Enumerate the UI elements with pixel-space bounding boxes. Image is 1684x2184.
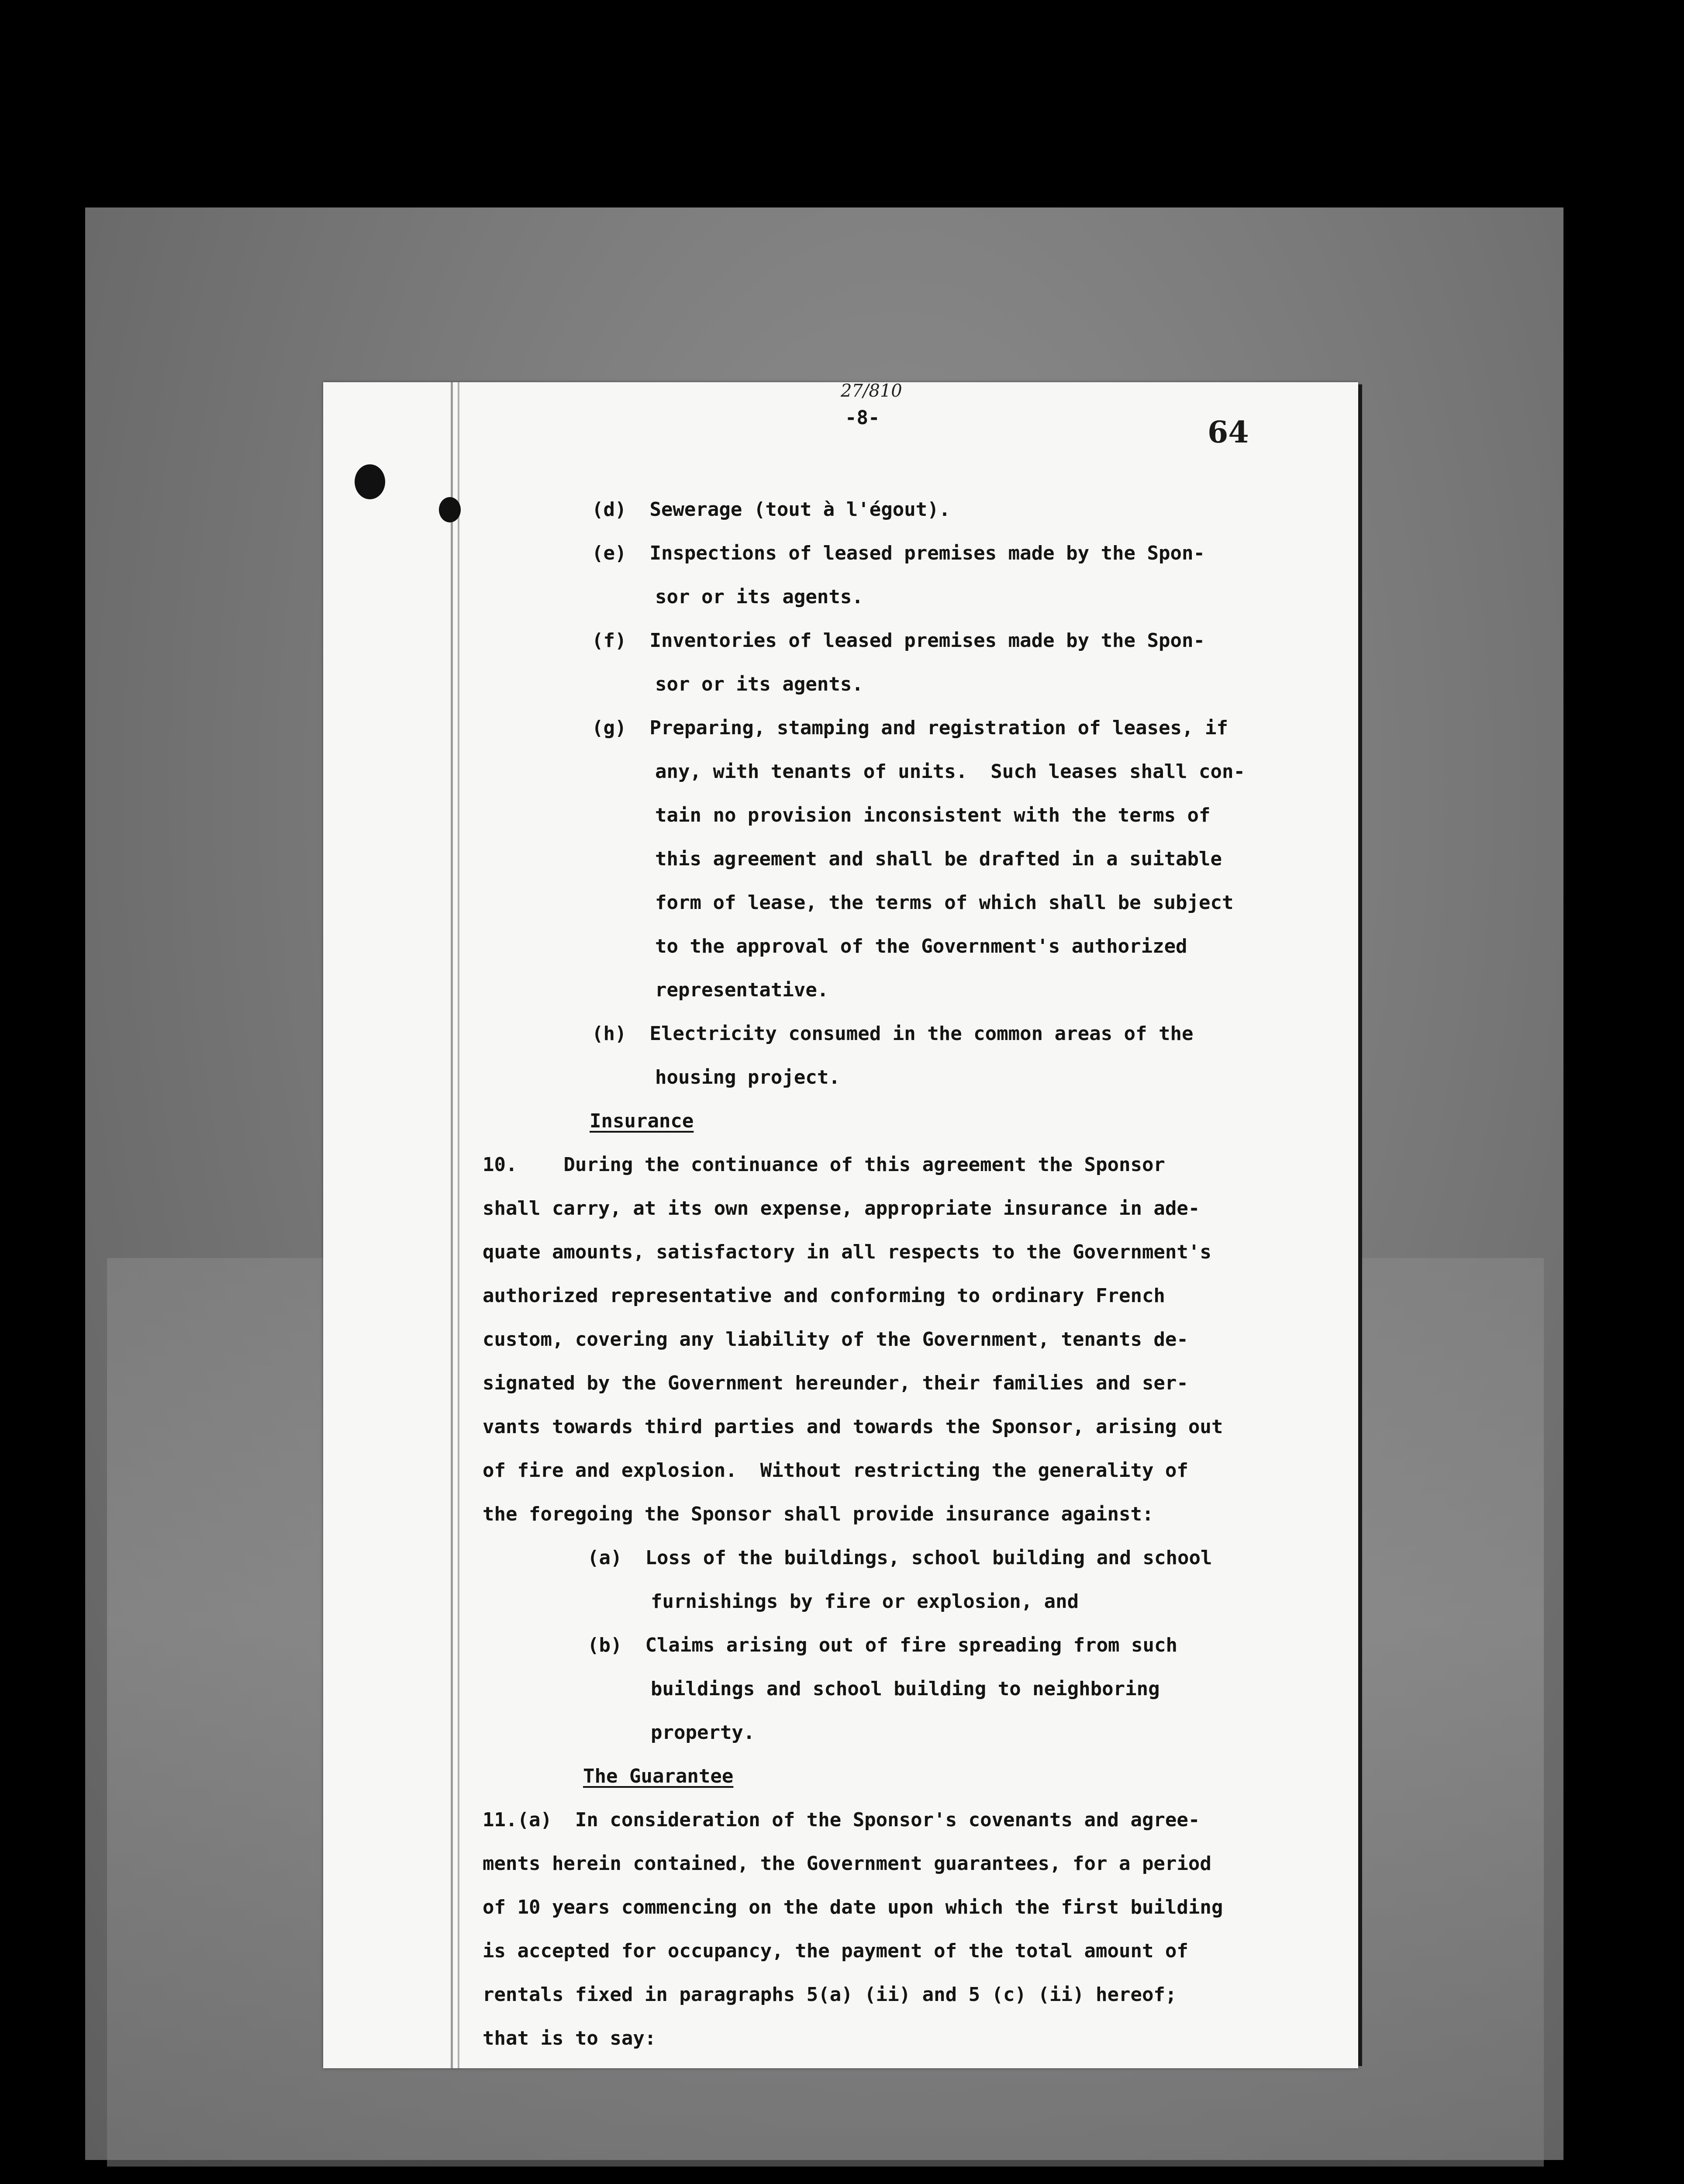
handwritten-reference: 27/810: [841, 381, 902, 401]
item-e-line-1: (e) Inspections of leased premises made by the Spon-: [592, 542, 1205, 564]
item-h-line-2: housing project.: [655, 1066, 840, 1089]
item-g-line-3: tain no provision inconsistent with the terms of: [655, 804, 1211, 826]
item-g-line-4: this agreement and shall be drafted in a suitable: [655, 848, 1222, 870]
item-b-line-3: property.: [651, 1721, 755, 1744]
para-11-line-3: of 10 years commencing on the date upon which the first building: [483, 1896, 1223, 1918]
para-11-line-6: that is to say:: [483, 2027, 656, 2049]
punch-hole-margin: [439, 497, 461, 522]
item-a-line-1: (a) Loss of the buildings, school building and school: [587, 1547, 1212, 1569]
item-g-line-5: form of lease, the terms of which shall be subject: [655, 892, 1234, 914]
para-11-line-5: rentals fixed in paragraphs 5(a) (ii) and 5 (c) (ii) hereof;: [483, 1984, 1177, 2006]
item-a-line-2: furnishings by fire or explosion, and: [651, 1590, 1079, 1613]
para-10-line-9: the foregoing the Sponsor shall provide insurance against:: [483, 1503, 1154, 1525]
item-g-line-2: any, with tenants of units. Such leases shall con-: [655, 760, 1246, 783]
item-e-line-2: sor or its agents.: [655, 586, 863, 608]
page-marker: -8-: [845, 407, 880, 429]
para-11-line-4: is accepted for occupancy, the payment of the total amount of: [483, 1940, 1188, 1962]
margin-rule: [451, 382, 453, 2068]
para-10-line-8: of fire and explosion. Without restricting the generality of: [483, 1459, 1188, 1482]
para-10-line-5: custom, covering any liability of the Government, tenants de-: [483, 1328, 1188, 1351]
punch-hole-left: [355, 464, 385, 499]
item-f-line-1: (f) Inventories of leased premises made by the Spon-: [592, 629, 1205, 652]
item-h-line-1: (h) Electricity consumed in the common areas of the: [592, 1023, 1194, 1045]
item-b-line-2: buildings and school building to neighboring: [651, 1678, 1160, 1700]
para-10-line-6: signated by the Government hereunder, their families and ser-: [483, 1372, 1188, 1394]
para-10-line-4: authorized representative and conforming to ordinary French: [483, 1285, 1165, 1307]
item-g-line-6: to the approval of the Government's authorized: [655, 935, 1187, 957]
margin-rule-inner: [458, 382, 459, 2068]
item-d-line-1: (d) Sewerage (tout à l'égout).: [592, 498, 951, 521]
item-b-line-1: (b) Claims arising out of fire spreading from such: [587, 1634, 1178, 1656]
section-heading-guarantee: The Guarantee: [583, 1765, 734, 1787]
item-g-line-1: (g) Preparing, stamping and registration of leases, if: [592, 717, 1228, 739]
item-f-line-2: sor or its agents.: [655, 673, 863, 695]
para-11-line-2: ments herein contained, the Government guarantees, for a period: [483, 1852, 1211, 1875]
para-10-line-3: quate amounts, satisfactory in all respects to the Government's: [483, 1241, 1211, 1263]
item-g-line-7: representative.: [655, 979, 829, 1001]
para-10-line-7: vants towards third parties and towards the Sponsor, arising out: [483, 1416, 1223, 1438]
para-11-line-1: 11.(a) In consideration of the Sponsor's covenants and agree-: [483, 1809, 1200, 1831]
section-heading-insurance: Insurance: [590, 1110, 694, 1132]
para-10-line-1: 10. During the continuance of this agreement the Sponsor: [483, 1154, 1165, 1176]
page-number: 64: [1208, 415, 1249, 450]
para-10-line-2: shall carry, at its own expense, appropriate insurance in ade-: [483, 1197, 1200, 1220]
